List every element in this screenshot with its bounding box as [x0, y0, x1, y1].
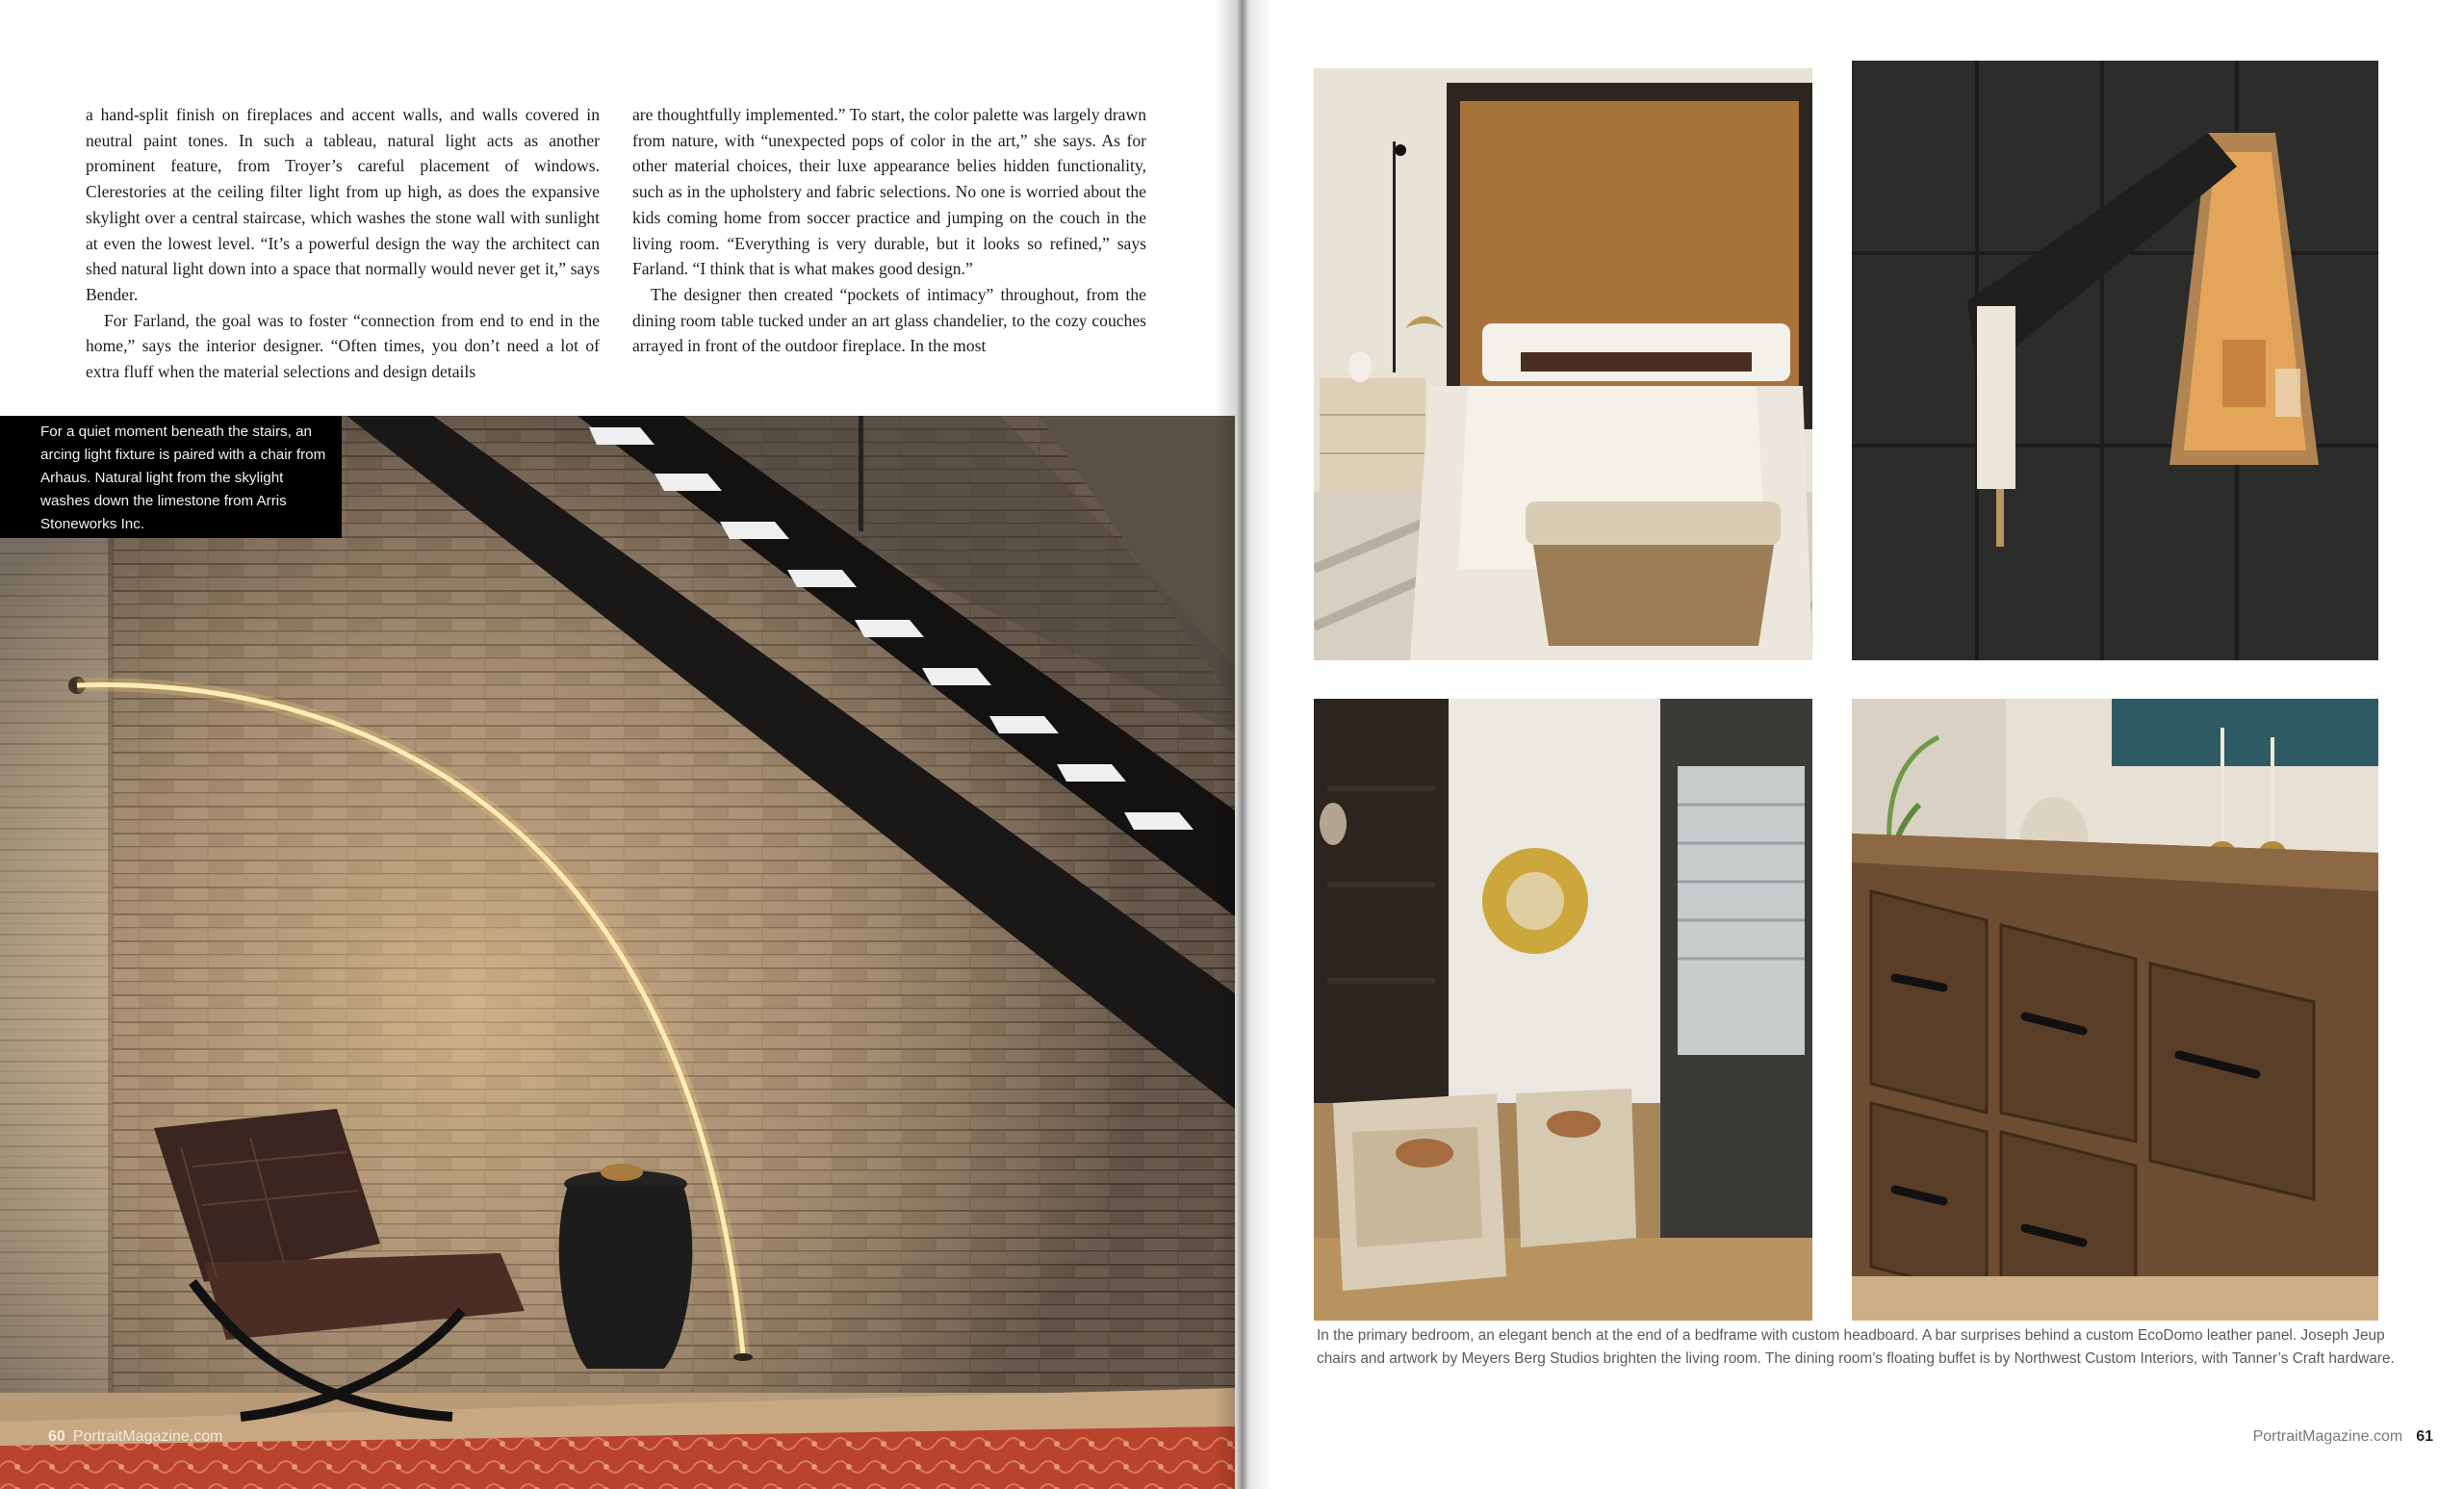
living-room-photo: [1314, 699, 1812, 1321]
staircase-photo: [0, 416, 1235, 1489]
folio-right: [2253, 1428, 2433, 1446]
magazine-site: PortraitMagazine.com: [2252, 1428, 2403, 1445]
gallery-caption: In the primary bedroom, an elegant bench at the end of a bedframe with custom headboard. A bar surprises behind a custom EcoDomo leather panel. Joseph Jeup chairs and artwork by Meyers Berg Studios brighten the living room. The dining room’s floating buffet is by Northwest Custom Interiors, with Tanner’s Craft hardware.: [1317, 1327, 2395, 1367]
article-paragraph: a hand-split finish on fireplaces and accent walls, and walls covered in neutral paint tones. In such a tableau, natural light acts as another prominent feature, from Troyer’s careful placement of windows. Clerestories at the ceiling filter light from up high, as does the expansive skylight over a central staircase, which washes the stone wall with sunlight at even the lowest level. “It’s a powerful design the way the architect can shed natural light down into a space that normally would never get it,” says Bender.: [86, 105, 600, 304]
page-number: 61: [2416, 1428, 2433, 1445]
magazine-site: PortraitMagazine.com: [72, 1428, 223, 1445]
page-number: 60: [48, 1428, 65, 1445]
article-paragraph: For Farland, the goal was to foster “connection from end to end in the home,” says the interior designer. “Often times, you don’t need a lot of extra fluff when the material selections and design details: [86, 310, 600, 382]
buffet-photo: [1852, 699, 2378, 1321]
bar-photo: [1852, 61, 2378, 660]
article-paragraph: The designer then created “pockets of intimacy” throughout, from the dining room table tucked under an art glass chandelier, to the cozy couches arrayed in front of the outdoor fireplace. In the most: [632, 284, 1146, 356]
right-page: [1235, 0, 2464, 1489]
article-column-2: [632, 102, 1146, 359]
photo-caption: For a quiet moment beneath the stairs, an arcing light fixture is paired with a chair from Arhaus. Natural light from the skylight washes down the limestone from Arris Stoneworks Inc.: [0, 416, 342, 538]
article-column-1: [86, 102, 600, 385]
bedroom-photo: [1314, 68, 1812, 660]
article-paragraph: are thoughtfully implemented.” To start, the color palette was largely drawn from nature, with “unexpected pops of color in the art,” she says. As for other material choices, their luxe appearance belies hidden functionality, such as in the upholstery and fabric selections. No one is worried about the kids coming home from soccer practice and jumping on the couch in the living room. “Everything is very durable, but it looks so refined,” says Farland. “I think that is what makes good design.”: [632, 105, 1146, 279]
folio-left: [48, 1428, 222, 1446]
gutter-shadow: [1215, 0, 1272, 1489]
